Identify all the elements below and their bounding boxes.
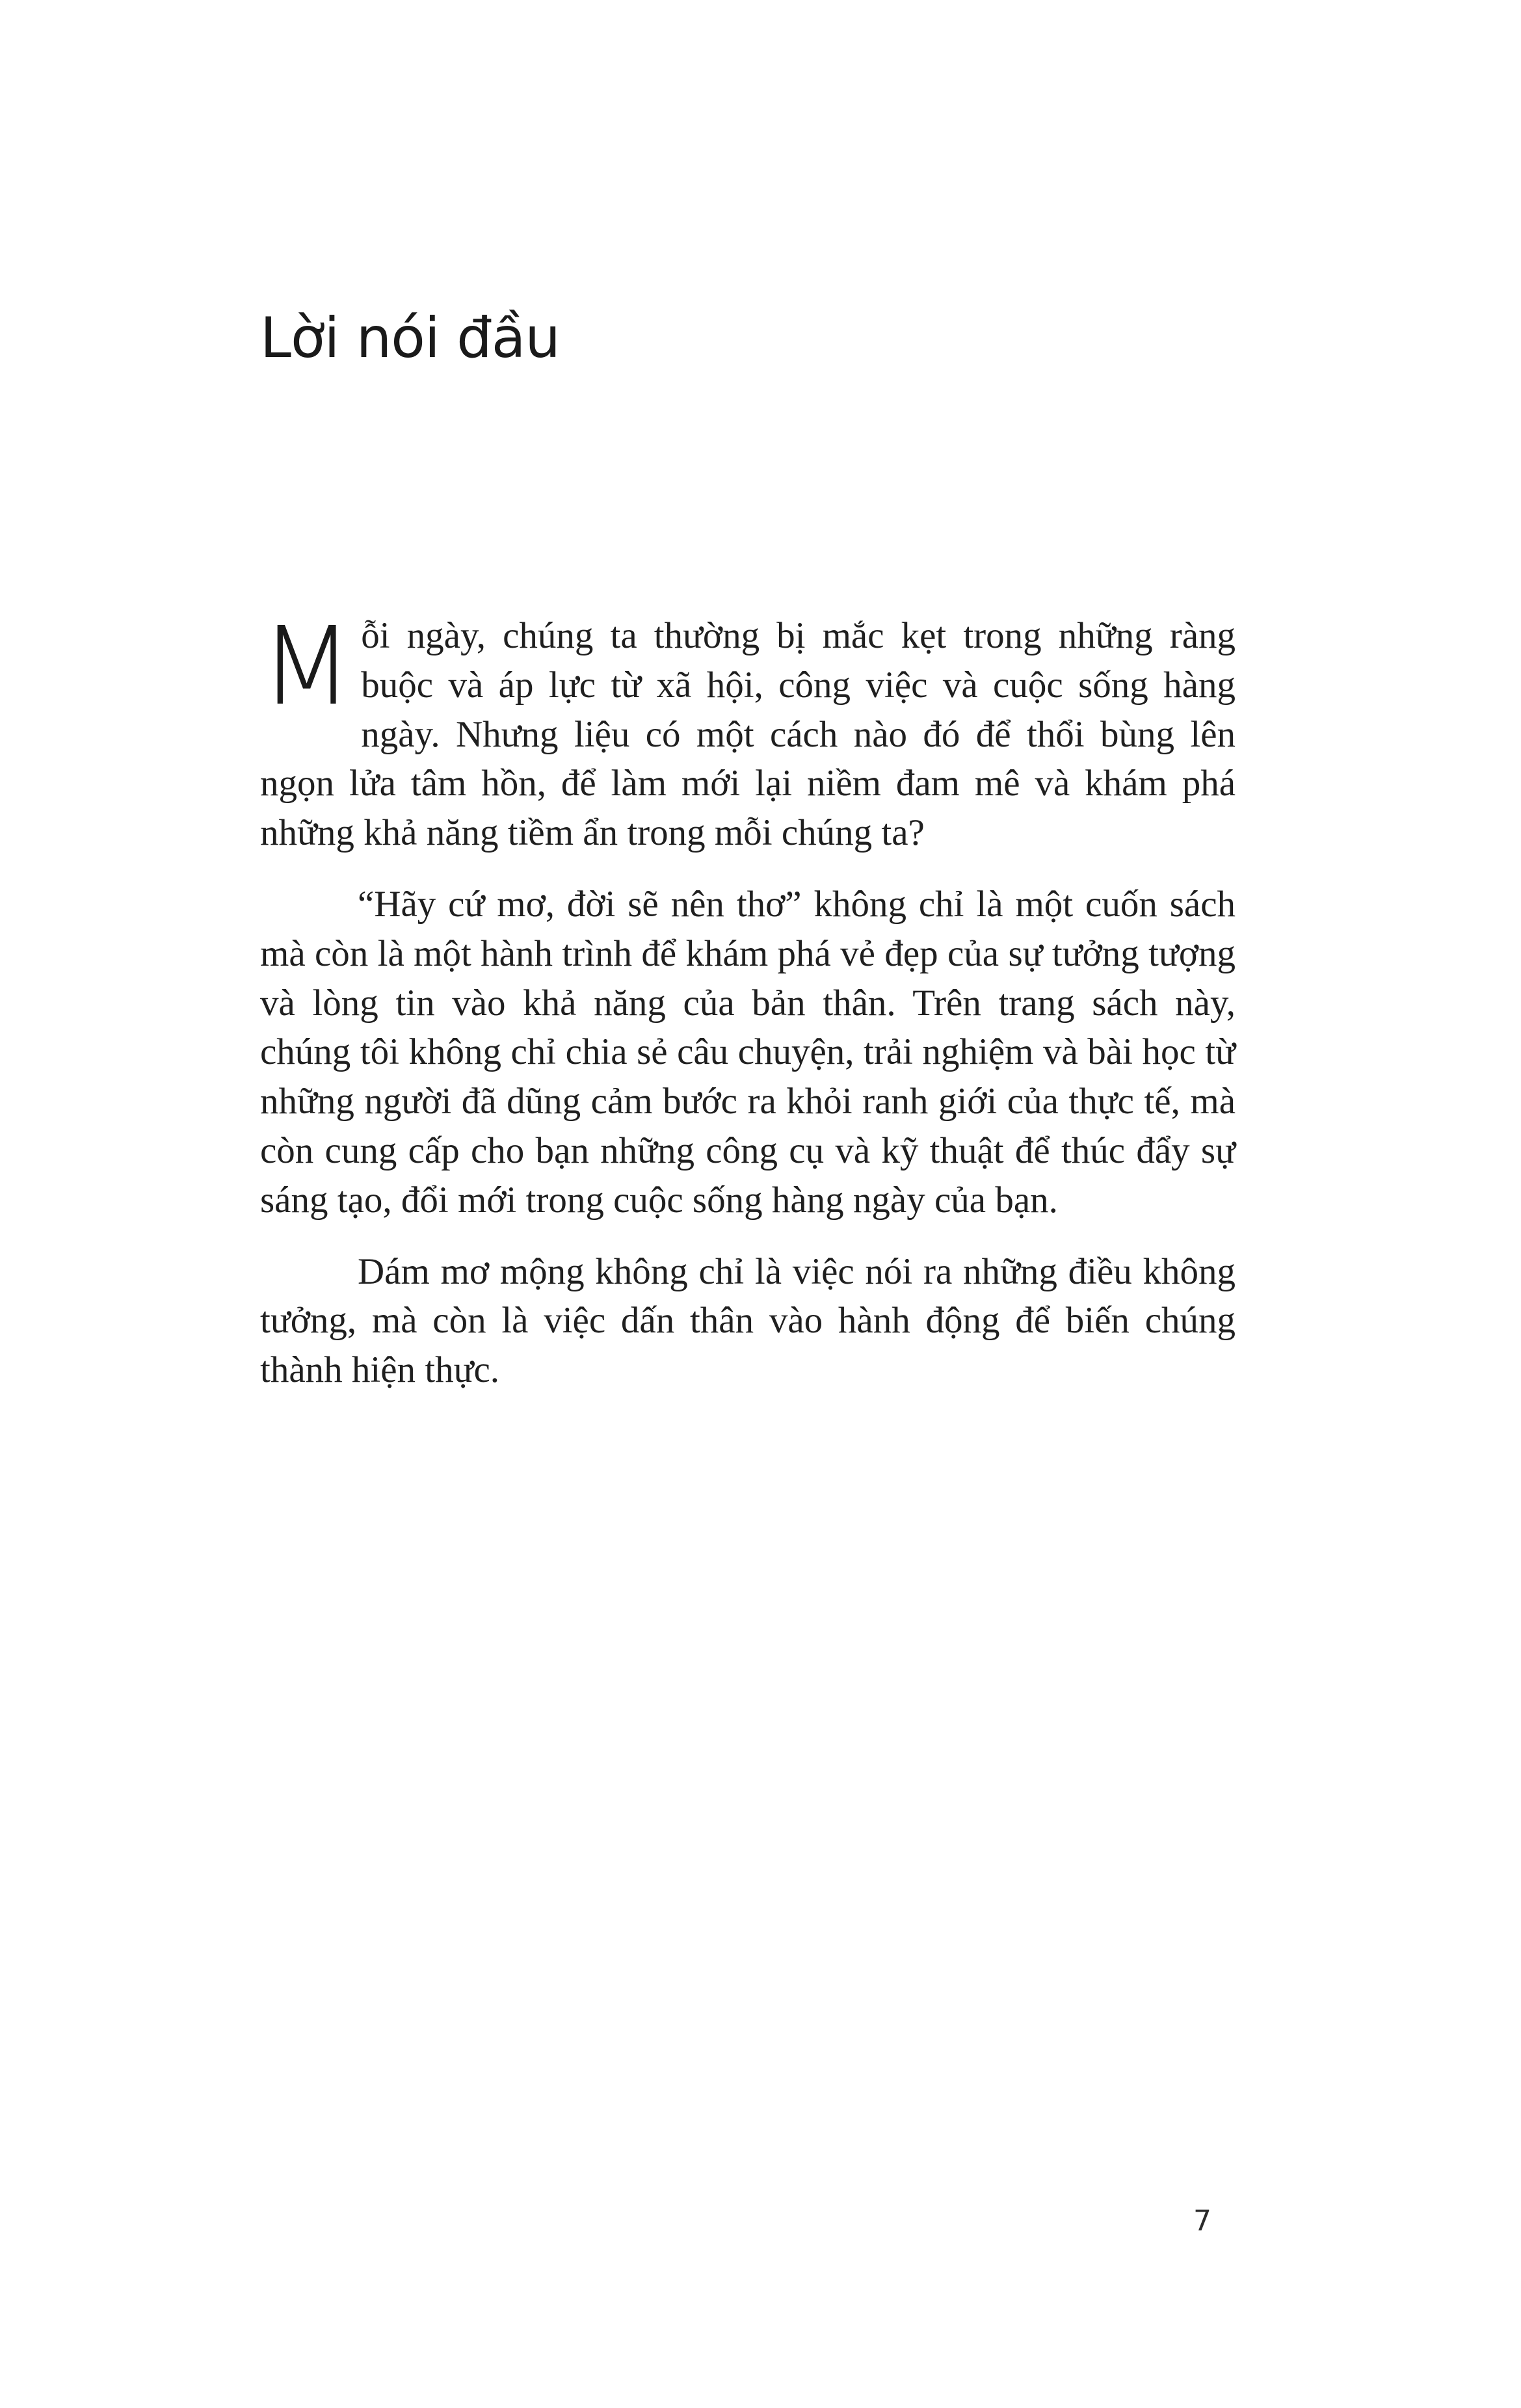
paragraph-3	[260, 1247, 1236, 1395]
drop-cap-letter: M	[260, 604, 354, 730]
page-content	[260, 0, 1262, 2408]
page-title: Lời nói đầu	[260, 305, 560, 371]
paragraph-3-text: Dám mơ mộng không chỉ là việc nói ra những điều không tưởng, mà còn là việc dấn thân vào hành động để biến chúng thành hiện thực.	[260, 1250, 1236, 1391]
page-number: 7	[1193, 2204, 1211, 2238]
body-text	[260, 604, 1236, 1395]
paragraph-1	[260, 604, 1236, 858]
paragraph-1-text: ỗi ngày, chúng ta thường bị mắc kẹt trong những ràng buộc và áp lực từ xã hội, công việc và cuộc sống hàng ngày. Nhưng liệu có một cách nào đó để thổi bùng lên ngọn lửa tâm hồn, để làm mới lại niềm đam mê và khám phá những khả năng tiềm ẩn trong mỗi chúng ta?	[260, 615, 1236, 854]
paragraph-2	[260, 880, 1236, 1225]
paragraph-2-text: “Hãy cứ mơ, đời sẽ nên thơ” không chỉ là một cuốn sách mà còn là một hành trình để khám phá vẻ đẹp của sự tưởng tượng và lòng tin vào khả năng của bản thân. Trên trang sách này, chúng tôi không chỉ chia sẻ câu chuyện, trải nghiệm và bài học từ những người đã dũng cảm bước ra khỏi ranh giới của thực tế, mà còn cung cấp cho bạn những công cụ và kỹ thuật để thúc đẩy sự sáng tạo, đổi mới trong cuộc sống hàng ngày của bạn.	[260, 883, 1236, 1221]
